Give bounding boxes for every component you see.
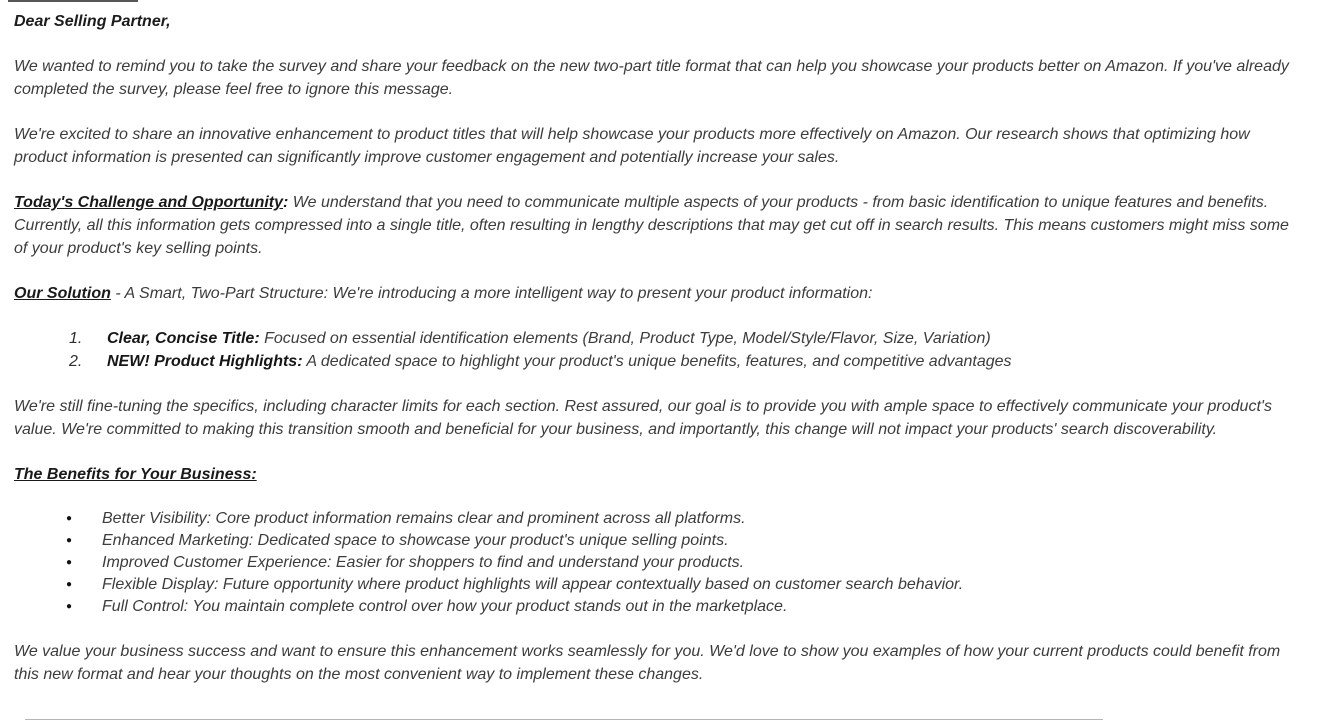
list-item-text: A dedicated space to highlight your product's unique benefits, features, and competitive advantages [302, 353, 1012, 370]
solution-list-item-2 [14, 350, 1305, 373]
solution-heading: Our Solution [14, 285, 111, 302]
greeting: Dear Selling Partner, [14, 13, 171, 30]
solution-body-text: - A Smart, Two-Part Structure: We're introducing a more intelligent way to present your product information: [110, 285, 873, 302]
benefit-text: Flexible Display: Future opportunity where product highlights will appear contextually based on customer search behavior. [102, 576, 964, 593]
benefit-text: Improved Customer Experience: Easier for shoppers to find and understand your products. [102, 554, 745, 571]
paragraph-announcement: We're excited to share an innovative enhancement to product titles that will help showcase your products more effectively on Amazon. Our research shows that optimizing how product information is presented can significantly improve customer engagement and potentially increase your sales. [14, 126, 1250, 166]
solution-list [14, 327, 1305, 373]
list-item-label: NEW! Product Highlights: [107, 353, 303, 370]
paragraph-fine-tuning: We're still fine-tuning the specifics, including character limits for each section. Rest assured, our goal is to provide you with ample space to effectively communicate your product's value. We're committed to making this transition smooth and beneficial for your business, and importantly, this change will not impact your products' search discoverability. [14, 398, 1272, 438]
top-edge-artifact [8, 0, 138, 2]
solution-list-item-1 [14, 327, 1305, 350]
bullet-icon: ● [66, 579, 73, 590]
list-number: 1. [69, 330, 83, 347]
bullet-icon: ● [66, 557, 73, 568]
benefits-list [14, 508, 1305, 618]
paragraph-challenge [14, 191, 1305, 260]
paragraph-survey-reminder: We wanted to remind you to take the survey and share your feedback on the new two-part title format that can help you showcase your products better on Amazon. If you've already completed the survey, please feel free to ignore this message. [14, 58, 1289, 98]
benefits-heading [14, 463, 1305, 486]
list-item-text: Focused on essential identification elements (Brand, Product Type, Model/Style/Flavor, Size, Variation) [259, 330, 991, 347]
bullet-icon: ● [66, 601, 73, 612]
list-number: 2. [69, 353, 83, 370]
benefit-text: Enhanced Marketing: Dedicated space to showcase your product's unique selling points. [102, 532, 729, 549]
paragraph-closing: We value your business success and want to ensure this enhancement works seamlessly for you. We'd love to show you examples of how your current products could benefit from this new format and hear your thoughts on the most convenient way to implement these changes. [14, 643, 1281, 683]
bullet-icon: ● [66, 513, 73, 524]
benefit-item-3 [14, 552, 1305, 574]
benefit-item-1 [14, 508, 1305, 530]
benefit-item-4 [14, 574, 1305, 596]
benefit-item-5 [14, 596, 1305, 618]
challenge-heading-colon: : [283, 194, 289, 211]
list-item-label: Clear, Concise Title: [107, 330, 260, 347]
benefits-heading-text: The Benefits for Your Business: [14, 466, 257, 483]
bottom-divider [25, 719, 1103, 720]
benefit-text: Full Control: You maintain complete control over how your product stands out in the marketplace. [102, 598, 788, 615]
benefit-text: Better Visibility: Core product information remains clear and prominent across all platforms. [102, 510, 746, 527]
benefit-item-2 [14, 530, 1305, 552]
challenge-body-text: We understand that you need to communicate multiple aspects of your products - from basic identification to unique features and benefits. Currently, all this information gets compressed into a single title, often resulting in lengthy descriptions that may get cut off in search results. This means customers might miss some of your product's key selling points. [14, 194, 1289, 257]
bullet-icon: ● [66, 535, 73, 546]
challenge-heading: Today's Challenge and Opportunity [14, 194, 284, 211]
paragraph-solution [14, 282, 1305, 305]
